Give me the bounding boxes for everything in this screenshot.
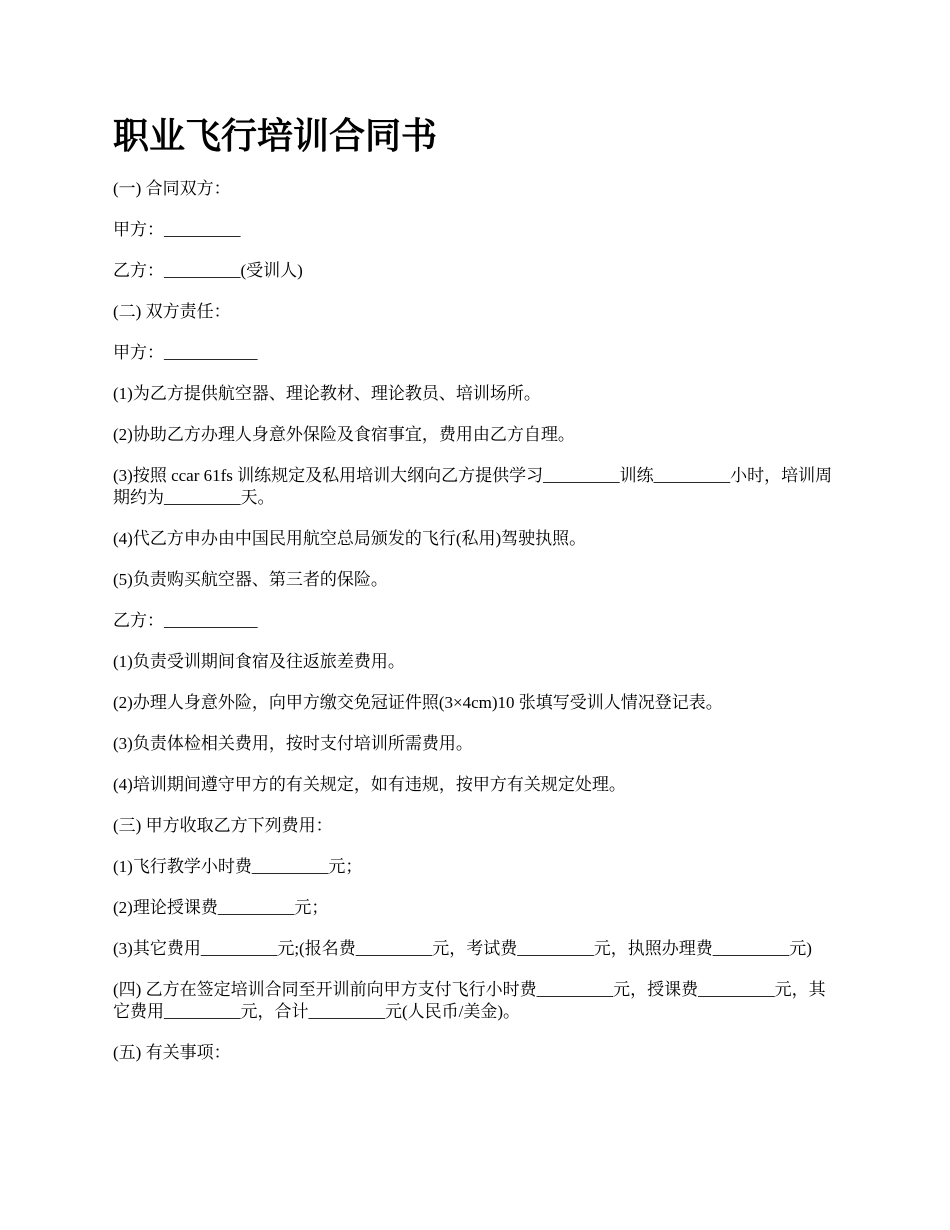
document-title: 职业飞行培训合同书 <box>113 116 438 156</box>
fee-clause: (1)飞行教学小时费_________元； <box>113 857 363 876</box>
document-page <box>113 112 840 1083</box>
clause: (2)协助乙方办理人身意外保险及食宿事宜，费用由乙方自理。 <box>113 425 575 444</box>
party-a-line: 甲方：_________ <box>113 220 241 239</box>
clause: (5)负责购买航空器、第三者的保险。 <box>113 570 388 589</box>
clause: (3)按照 ccar 61fs 训练规定及私用培训大纲向乙方提供学习_________训练_________小时，培训周期约为_________天。 <box>113 466 833 507</box>
clause: (3)负责体检相关费用，按时支付培训所需费用。 <box>113 734 473 753</box>
section-heading: (五) 有关事项： <box>113 1043 231 1062</box>
fee-clause: (2)理论授课费_________元； <box>113 898 329 917</box>
section-heading: (一) 合同双方： <box>113 179 231 198</box>
clause: (1)负责受训期间食宿及往返旅差费用。 <box>113 652 405 671</box>
fee-clause: (3)其它费用_________元;(报名费_________元，考试费_________元，执照办理费_________元) <box>113 939 812 958</box>
section-heading: (三) 甲方收取乙方下列费用： <box>113 816 333 835</box>
clause: (1)为乙方提供航空器、理论教材、理论教员、培训场所。 <box>113 384 541 403</box>
clause: (2)办理人身意外险，向甲方缴交免冠证件照(3×4cm)10 张填写受训人情况登记表。 <box>113 693 723 712</box>
party-b-line: 乙方：_________(受训人) <box>113 261 303 280</box>
party-a-responsibility-label: 甲方：___________ <box>113 343 258 362</box>
section-heading: (二) 双方责任： <box>113 302 231 321</box>
party-b-responsibility-label: 乙方：___________ <box>113 611 258 630</box>
clause: (4)培训期间遵守甲方的有关规定，如有违规，按甲方有关规定处理。 <box>113 775 626 794</box>
clause: (4)代乙方申办由中国民用航空总局颁发的飞行(私用)驾驶执照。 <box>113 529 587 548</box>
section-paragraph: (四) 乙方在签定培训合同至开训前向甲方支付飞行小时费_________元，授课费_________元，其它费用_________元，合计_________元(人民币/美金)。 <box>113 980 826 1021</box>
